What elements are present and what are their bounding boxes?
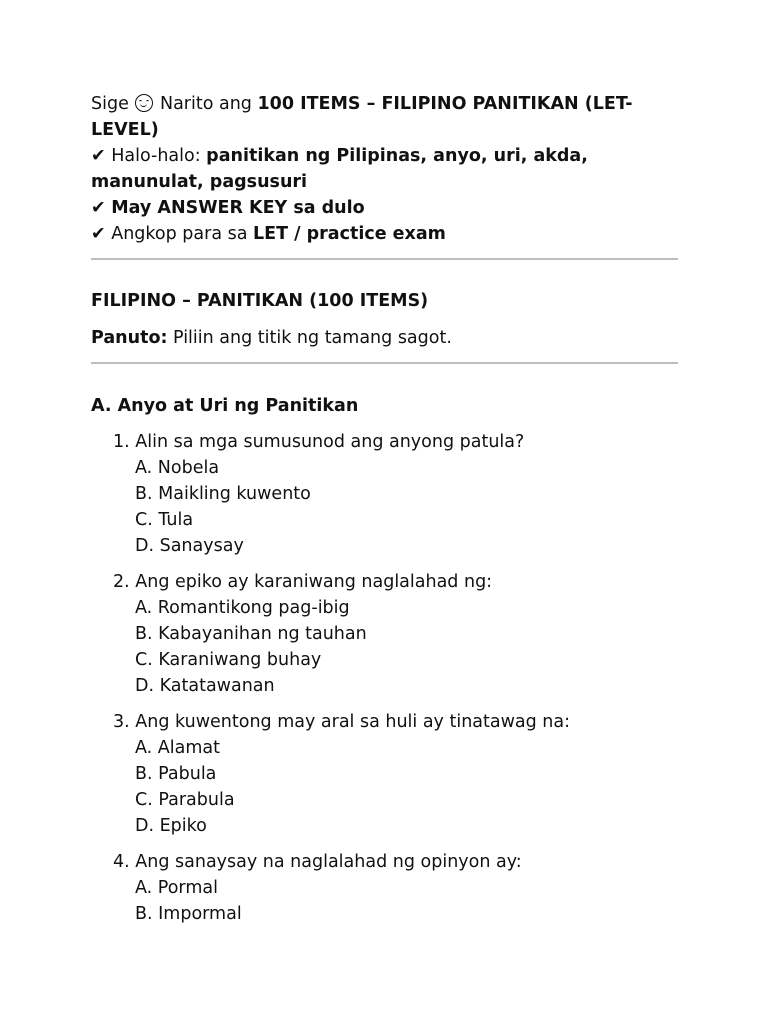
checklist-bold: May ANSWER KEY sa dulo — [111, 198, 365, 218]
intro-bold-title: 100 ITEMS – FILIPINO PANITIKAN (LET- — [257, 94, 633, 114]
option: D. Epiko — [135, 816, 207, 836]
option: C. Parabula — [135, 790, 235, 810]
option: B. Impormal — [135, 904, 242, 924]
checklist-item-1-cont — [91, 169, 307, 195]
checklist-prefix: ✔ Halo-halo: — [91, 146, 207, 166]
option: C. Tula — [135, 510, 194, 530]
question-text: Alin sa mga sumusunod ang anyong patula? — [135, 432, 525, 452]
option: C. Karaniwang buhay — [135, 650, 322, 670]
question-text: Ang sanaysay na naglalahad ng opinyon ay: — [135, 852, 522, 872]
checklist-bold: panitikan ng Pilipinas, anyo, uri, akda, — [206, 146, 588, 166]
divider — [91, 362, 678, 364]
option: A. Pormal — [135, 878, 218, 898]
option: A. Romantikong pag-ibig — [135, 598, 350, 618]
instruction-label: Panuto: — [91, 328, 168, 348]
question-text: Ang epiko ay karaniwang naglalahad ng: — [135, 572, 493, 592]
instruction-text: Piliin ang titik ng tamang sagot. — [167, 328, 452, 348]
instruction — [91, 325, 452, 351]
option: D. Katatawanan — [135, 676, 275, 696]
intro-text: Sige — [91, 94, 135, 114]
intro-text: Narito ang — [154, 94, 258, 114]
question-number: 1. — [113, 432, 130, 452]
section-title — [91, 393, 358, 419]
question-2 — [113, 569, 492, 595]
question-4 — [113, 849, 522, 875]
divider — [91, 258, 678, 260]
question-number: 4. — [113, 852, 130, 872]
option: D. Sanaysay — [135, 536, 244, 556]
question-text: Ang kuwentong may aral sa huli ay tinatawag na: — [135, 712, 571, 732]
option: B. Maikling kuwento — [135, 484, 311, 504]
intro-line-2 — [91, 117, 159, 143]
exam-title-text: FILIPINO – PANITIKAN (100 ITEMS) — [91, 291, 429, 311]
question-number: 3. — [113, 712, 130, 732]
smiling-face-icon — [135, 94, 153, 112]
question-3 — [113, 709, 570, 735]
checklist-prefix: ✔ — [91, 198, 112, 218]
exam-title — [91, 288, 428, 314]
option: A. Alamat — [135, 738, 220, 758]
option: B. Kabayanihan ng tauhan — [135, 624, 367, 644]
checklist-prefix: ✔ Angkop para sa — [91, 224, 254, 244]
checklist-bold: LET / practice exam — [253, 224, 446, 244]
checklist-bold: manunulat, pagsusuri — [91, 172, 308, 192]
section-title-text: A. Anyo at Uri ng Panitikan — [91, 396, 359, 416]
question-number: 2. — [113, 572, 130, 592]
option: B. Pabula — [135, 764, 217, 784]
checklist-item-2 — [91, 195, 365, 221]
checklist-item-1 — [91, 143, 588, 169]
option: A. Nobela — [135, 458, 220, 478]
intro-line-1 — [91, 91, 633, 117]
question-1 — [113, 429, 524, 455]
intro-bold-title-cont: LEVEL) — [91, 120, 159, 140]
checklist-item-3 — [91, 221, 446, 247]
